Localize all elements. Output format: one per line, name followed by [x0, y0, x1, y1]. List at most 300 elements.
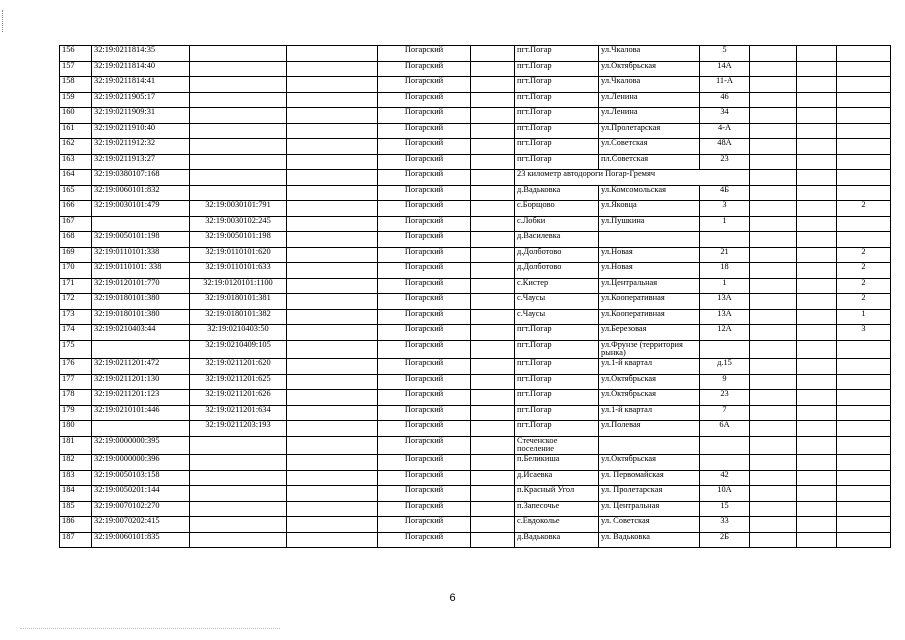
registry-table: [59, 45, 891, 548]
house-number: 18: [700, 263, 750, 279]
settlement: с.Борщово: [515, 201, 599, 217]
street: ул.Пушкина: [599, 216, 700, 232]
empty-col-2: [471, 421, 515, 437]
cadastral-number-land: 32:19:0070102:270: [92, 501, 190, 517]
cadastral-number-building: 32:19:0120101:1100: [190, 278, 287, 294]
extra-col-2: [797, 470, 837, 486]
settlement: д.Василевка: [515, 232, 599, 248]
cadastral-number-land: 32:19:0211912:32: [92, 139, 190, 155]
house-number: 10А: [700, 486, 750, 502]
cadastral-number-land: [92, 421, 190, 437]
extra-col-1: [750, 294, 797, 310]
cadastral-number-building: 32:19:0030101:791: [190, 201, 287, 217]
cadastral-number-land: 32:19:0000000:396: [92, 455, 190, 471]
cadastral-number-building: [190, 185, 287, 201]
extra-col-1: [750, 436, 797, 455]
extra-col-2: [797, 185, 837, 201]
house-number: [700, 232, 750, 248]
extra-col-2: [797, 421, 837, 437]
count: [837, 532, 891, 548]
empty-col-2: [471, 46, 515, 62]
count: [837, 421, 891, 437]
table-row: [60, 532, 891, 548]
empty-col-2: [471, 201, 515, 217]
extra-col-1: [750, 470, 797, 486]
row-number: 186: [60, 517, 92, 533]
extra-col-1: [750, 374, 797, 390]
count: [837, 486, 891, 502]
district: Погарский: [378, 359, 471, 375]
cadastral-number-land: 32:19:0060101:835: [92, 532, 190, 548]
cadastral-number-building: 32:19:0110101:633: [190, 263, 287, 279]
cadastral-number-building: [190, 436, 287, 455]
table-row: [60, 92, 891, 108]
cadastral-number-building: 32:19:0180101:382: [190, 309, 287, 325]
count: 2: [837, 263, 891, 279]
count: [837, 390, 891, 406]
district: Погарский: [378, 405, 471, 421]
empty-col-2: [471, 154, 515, 170]
table-row: [60, 46, 891, 62]
house-number: 21: [700, 247, 750, 263]
cadastral-number-building: 32:19:0211201:626: [190, 390, 287, 406]
empty-col: [287, 325, 378, 341]
extra-col-1: [750, 185, 797, 201]
extra-col-2: [797, 61, 837, 77]
street: ул.1-й квартал: [599, 359, 700, 375]
empty-col-2: [471, 294, 515, 310]
district: Погарский: [378, 185, 471, 201]
scan-edge-mark: [2, 10, 4, 32]
count: [837, 154, 891, 170]
count: [837, 405, 891, 421]
cadastral-number-building: 32:19:0210409:105: [190, 340, 287, 359]
extra-col-1: [750, 154, 797, 170]
row-number: 169: [60, 247, 92, 263]
count: 2: [837, 247, 891, 263]
empty-col-2: [471, 92, 515, 108]
row-number: 177: [60, 374, 92, 390]
row-number: 157: [60, 61, 92, 77]
house-number: [700, 455, 750, 471]
empty-col: [287, 421, 378, 437]
table-row: [60, 374, 891, 390]
cadastral-number-land: 32:19:0211910:40: [92, 123, 190, 139]
count: [837, 359, 891, 375]
empty-col: [287, 294, 378, 310]
district: Погарский: [378, 421, 471, 437]
empty-col-2: [471, 278, 515, 294]
settlement: д.Долботово: [515, 263, 599, 279]
house-number: 23: [700, 390, 750, 406]
cadastral-number-land: 32:19:0030101:479: [92, 201, 190, 217]
count: 2: [837, 201, 891, 217]
street: ул.Чкалова: [599, 77, 700, 93]
district: Погарский: [378, 486, 471, 502]
settlement: пгт.Погар: [515, 374, 599, 390]
count: [837, 517, 891, 533]
table-row: [60, 185, 891, 201]
empty-col: [287, 263, 378, 279]
row-number: 158: [60, 77, 92, 93]
count: [837, 374, 891, 390]
district: Погарский: [378, 436, 471, 455]
empty-col-2: [471, 436, 515, 455]
row-number: 170: [60, 263, 92, 279]
extra-col-1: [750, 263, 797, 279]
settlement: п.Запесочье: [515, 501, 599, 517]
extra-col-2: [797, 486, 837, 502]
empty-col-2: [471, 61, 515, 77]
empty-col: [287, 92, 378, 108]
empty-col-2: [471, 185, 515, 201]
empty-col: [287, 374, 378, 390]
cadastral-number-land: 32:19:0211201:130: [92, 374, 190, 390]
district: Погарский: [378, 154, 471, 170]
extra-col-1: [750, 359, 797, 375]
cadastral-number-building: [190, 92, 287, 108]
row-number: 176: [60, 359, 92, 375]
extra-col-2: [797, 170, 837, 186]
cadastral-number-land: 32:19:0110101:338: [92, 247, 190, 263]
count: 2: [837, 294, 891, 310]
cadastral-number-land: 32:19:0120101:770: [92, 278, 190, 294]
cadastral-number-building: [190, 139, 287, 155]
cadastral-number-land: 32:19:0210403:44: [92, 325, 190, 341]
house-number: 11-А: [700, 77, 750, 93]
row-number: 187: [60, 532, 92, 548]
district: Погарский: [378, 77, 471, 93]
empty-col-2: [471, 247, 515, 263]
district: Погарский: [378, 390, 471, 406]
scan-bottom-artifact: [20, 628, 280, 630]
house-number: 6А: [700, 421, 750, 437]
empty-col-2: [471, 470, 515, 486]
extra-col-2: [797, 216, 837, 232]
table-row: [60, 139, 891, 155]
empty-col-2: [471, 216, 515, 232]
street: ул.Октябрьская: [599, 455, 700, 471]
extra-col-2: [797, 294, 837, 310]
cadastral-number-land: 32:19:0211814:40: [92, 61, 190, 77]
table-row: [60, 309, 891, 325]
registry-table-body: [60, 46, 891, 548]
extra-col-1: [750, 108, 797, 124]
street: ул. Первомайская: [599, 470, 700, 486]
house-number: 1: [700, 216, 750, 232]
extra-col-2: [797, 139, 837, 155]
district: Погарский: [378, 232, 471, 248]
cadastral-number-building: 32:19:0110101:620: [190, 247, 287, 263]
empty-col: [287, 455, 378, 471]
empty-col: [287, 309, 378, 325]
cadastral-number-building: [190, 46, 287, 62]
district: Погарский: [378, 294, 471, 310]
extra-col-2: [797, 247, 837, 263]
extra-col-1: [750, 278, 797, 294]
settlement: пгт.Погар: [515, 139, 599, 155]
house-number: 12А: [700, 325, 750, 341]
settlement: пгт.Погар: [515, 340, 599, 359]
street: [599, 232, 700, 248]
settlement: с.Кистер: [515, 278, 599, 294]
empty-col: [287, 359, 378, 375]
extra-col-2: [797, 46, 837, 62]
cadastral-number-building: 32:19:0211201:634: [190, 405, 287, 421]
street: ул.Пролетарская: [599, 123, 700, 139]
settlement: с.Лобки: [515, 216, 599, 232]
table-row: [60, 340, 891, 359]
row-number: 164: [60, 170, 92, 186]
cadastral-number-building: [190, 532, 287, 548]
count: [837, 436, 891, 455]
cadastral-number-building: 32:19:0211201:625: [190, 374, 287, 390]
table-row: [60, 486, 891, 502]
street: ул.Советская: [599, 139, 700, 155]
empty-col-2: [471, 325, 515, 341]
extra-col-2: [797, 108, 837, 124]
table-row: [60, 294, 891, 310]
extra-col-1: [750, 309, 797, 325]
count: 1: [837, 309, 891, 325]
settlement: п.Беликиша: [515, 455, 599, 471]
district: Погарский: [378, 139, 471, 155]
row-number: 175: [60, 340, 92, 359]
count: [837, 216, 891, 232]
table-row: [60, 123, 891, 139]
cadastral-number-land: 32:19:0211913:27: [92, 154, 190, 170]
row-number: 171: [60, 278, 92, 294]
street: ул.Центральная: [599, 278, 700, 294]
empty-col: [287, 278, 378, 294]
street: ул.1-й квартал: [599, 405, 700, 421]
row-number: 180: [60, 421, 92, 437]
cadastral-number-land: 32:19:0050101:198: [92, 232, 190, 248]
cadastral-number-building: 32:19:0211201:620: [190, 359, 287, 375]
district: Погарский: [378, 374, 471, 390]
row-number: 185: [60, 501, 92, 517]
empty-col-2: [471, 455, 515, 471]
count: [837, 108, 891, 124]
row-number: 172: [60, 294, 92, 310]
row-number: 161: [60, 123, 92, 139]
cadastral-number-land: 32:19:0211905:17: [92, 92, 190, 108]
empty-col-2: [471, 374, 515, 390]
count: [837, 123, 891, 139]
row-number: 178: [60, 390, 92, 406]
street: ул.Кооперативная: [599, 294, 700, 310]
district: Погарский: [378, 517, 471, 533]
district: Погарский: [378, 309, 471, 325]
district: Погарский: [378, 201, 471, 217]
extra-col-2: [797, 455, 837, 471]
row-number: 174: [60, 325, 92, 341]
street: ул.Ленина: [599, 108, 700, 124]
count: [837, 185, 891, 201]
street: пл.Советская: [599, 154, 700, 170]
empty-col: [287, 108, 378, 124]
house-number: 34: [700, 108, 750, 124]
cadastral-number-building: 32:19:0210403:50: [190, 325, 287, 341]
empty-col: [287, 405, 378, 421]
district: Погарский: [378, 263, 471, 279]
settlement: Стеченское поселение: [515, 436, 599, 455]
empty-col: [287, 154, 378, 170]
count: [837, 501, 891, 517]
table-row: [60, 325, 891, 341]
empty-col-2: [471, 77, 515, 93]
house-number: 13А: [700, 309, 750, 325]
row-number: 181: [60, 436, 92, 455]
empty-col: [287, 201, 378, 217]
street: ул.Новая: [599, 247, 700, 263]
extra-col-1: [750, 170, 797, 186]
row-number: 166: [60, 201, 92, 217]
settlement: пгт.Погар: [515, 154, 599, 170]
house-number: [700, 436, 750, 455]
extra-col-1: [750, 123, 797, 139]
street: ул.Чкалова: [599, 46, 700, 62]
settlement: 23 километр автодороги Погар-Гремяч: [515, 170, 750, 186]
street: ул. Пролетарская: [599, 486, 700, 502]
cadastral-number-land: 32:19:0211814:41: [92, 77, 190, 93]
cadastral-number-land: 32:19:0060101:832: [92, 185, 190, 201]
extra-col-2: [797, 123, 837, 139]
empty-col: [287, 61, 378, 77]
empty-col: [287, 123, 378, 139]
extra-col-1: [750, 77, 797, 93]
cadastral-number-land: 32:19:0211201:472: [92, 359, 190, 375]
settlement: д.Вадьковка: [515, 185, 599, 201]
district: Погарский: [378, 470, 471, 486]
empty-col: [287, 501, 378, 517]
cadastral-number-land: 32:19:0050201:144: [92, 486, 190, 502]
count: 2: [837, 278, 891, 294]
house-number: 15: [700, 501, 750, 517]
empty-col: [287, 46, 378, 62]
empty-col: [287, 185, 378, 201]
extra-col-1: [750, 501, 797, 517]
cadastral-number-land: 32:19:0180101:380: [92, 309, 190, 325]
cadastral-number-building: [190, 501, 287, 517]
empty-col: [287, 340, 378, 359]
table-row: [60, 278, 891, 294]
extra-col-1: [750, 92, 797, 108]
settlement: пгт.Погар: [515, 390, 599, 406]
house-number: 4Б: [700, 185, 750, 201]
street: ул.Березовая: [599, 325, 700, 341]
extra-col-1: [750, 532, 797, 548]
cadastral-number-building: [190, 123, 287, 139]
cadastral-number-building: [190, 170, 287, 186]
table-row: [60, 390, 891, 406]
empty-col: [287, 216, 378, 232]
district: Погарский: [378, 455, 471, 471]
table-row: [60, 247, 891, 263]
cadastral-number-building: [190, 108, 287, 124]
house-number: 2Б: [700, 532, 750, 548]
empty-col-2: [471, 517, 515, 533]
street: [599, 436, 700, 455]
row-number: 183: [60, 470, 92, 486]
row-number: 165: [60, 185, 92, 201]
table-row: [60, 61, 891, 77]
count: [837, 46, 891, 62]
street: ул.Октябрьская: [599, 374, 700, 390]
house-number: [700, 340, 750, 359]
empty-col-2: [471, 359, 515, 375]
district: Погарский: [378, 501, 471, 517]
empty-col-2: [471, 123, 515, 139]
extra-col-2: [797, 278, 837, 294]
cadastral-number-land: 32:19:0211814:35: [92, 46, 190, 62]
table-row: [60, 201, 891, 217]
empty-col: [287, 436, 378, 455]
district: Погарский: [378, 278, 471, 294]
extra-col-1: [750, 405, 797, 421]
house-number: 42: [700, 470, 750, 486]
cadastral-number-building: [190, 154, 287, 170]
table-row: [60, 436, 891, 455]
cadastral-number-building: [190, 517, 287, 533]
extra-col-2: [797, 232, 837, 248]
table-row: [60, 232, 891, 248]
settlement: пгт.Погар: [515, 405, 599, 421]
table-row: [60, 517, 891, 533]
street: ул.Полевая: [599, 421, 700, 437]
extra-col-1: [750, 201, 797, 217]
table-row: [60, 470, 891, 486]
cadastral-number-building: 32:19:0030102:245: [190, 216, 287, 232]
table-row: [60, 359, 891, 375]
row-number: 162: [60, 139, 92, 155]
cadastral-number-building: [190, 486, 287, 502]
table-row: [60, 421, 891, 437]
extra-col-1: [750, 421, 797, 437]
empty-col: [287, 232, 378, 248]
extra-col-2: [797, 532, 837, 548]
house-number: 7: [700, 405, 750, 421]
extra-col-2: [797, 309, 837, 325]
house-number: 23: [700, 154, 750, 170]
empty-col-2: [471, 532, 515, 548]
empty-col: [287, 77, 378, 93]
street: ул.Кооперативная: [599, 309, 700, 325]
district: Погарский: [378, 325, 471, 341]
extra-col-1: [750, 517, 797, 533]
cadastral-number-building: 32:19:0211203:193: [190, 421, 287, 437]
settlement: пгт.Погар: [515, 421, 599, 437]
district: Погарский: [378, 340, 471, 359]
empty-col-2: [471, 390, 515, 406]
page-number: 6: [449, 592, 456, 604]
extra-col-2: [797, 201, 837, 217]
empty-col-2: [471, 309, 515, 325]
table-row: [60, 501, 891, 517]
extra-col-2: [797, 436, 837, 455]
extra-col-1: [750, 232, 797, 248]
count: [837, 170, 891, 186]
house-number: д.15: [700, 359, 750, 375]
count: [837, 77, 891, 93]
settlement: с.Чаусы: [515, 309, 599, 325]
extra-col-2: [797, 374, 837, 390]
count: [837, 340, 891, 359]
extra-col-2: [797, 92, 837, 108]
settlement: пгт.Погар: [515, 325, 599, 341]
empty-col-2: [471, 263, 515, 279]
cadastral-number-land: [92, 216, 190, 232]
